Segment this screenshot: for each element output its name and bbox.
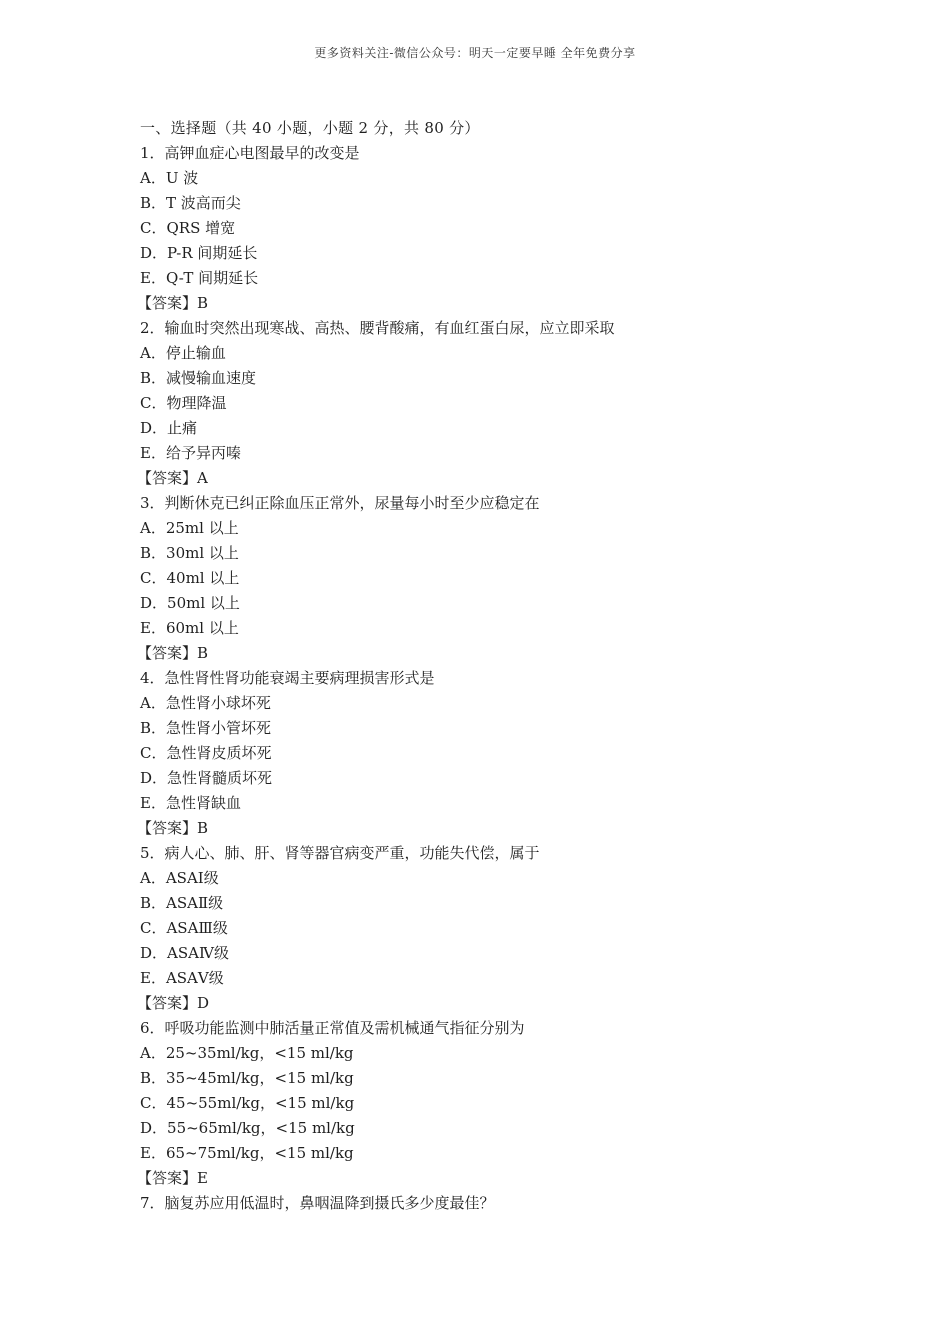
answer-line: 【答案】B — [137, 644, 209, 662]
question-stem: 6．呼吸功能监测中肺活量正常值及需机械通气指征分别为 — [140, 1019, 525, 1037]
option-c: C．40ml 以上 — [140, 569, 240, 587]
answer-line: 【答案】E — [137, 1169, 208, 1187]
option-b: B．急性肾小管坏死 — [140, 719, 272, 737]
option-b: B．35~45ml/kg，<15 ml/kg — [140, 1069, 354, 1087]
question-stem: 3．判断休克已纠正除血压正常外，尿量每小时至少应稳定在 — [140, 494, 540, 512]
option-a: A．25ml 以上 — [140, 519, 239, 537]
option-b: B．减慢输血速度 — [140, 369, 257, 387]
answer-line: 【答案】B — [137, 294, 209, 312]
option-a: A．停止输血 — [140, 344, 226, 362]
question-stem: 7．脑复苏应用低温时，鼻咽温降到摄氏多少度最佳？ — [140, 1194, 495, 1212]
option-e: E．65~75ml/kg，<15 ml/kg — [140, 1144, 354, 1162]
option-c: C．QRS 增宽 — [140, 219, 236, 237]
option-e: E．60ml 以上 — [140, 619, 239, 637]
option-a: A．急性肾小球坏死 — [140, 694, 271, 712]
option-a: A．25~35ml/kg，<15 ml/kg — [140, 1044, 354, 1062]
page-header: 更多资料关注-微信公众号：明天一定要早睡 全年免费分享 — [314, 46, 636, 60]
question-stem: 2．输血时突然出现寒战、高热、腰背酸痛，有血红蛋白尿，应立即采取 — [140, 319, 615, 337]
option-e: E．给予异丙嗪 — [140, 444, 241, 462]
option-e: E．ASAⅤ级 — [140, 969, 224, 987]
question-list — [137, 116, 840, 1216]
answer-line: 【答案】D — [137, 994, 210, 1012]
option-c: C．ASAⅢ级 — [140, 919, 228, 937]
option-c: C．物理降温 — [140, 394, 227, 412]
question-stem: 1．高钾血症心电图最早的改变是 — [140, 144, 360, 162]
option-b: B．ASAⅡ级 — [140, 894, 224, 912]
option-b: B．30ml 以上 — [140, 544, 239, 562]
question-stem: 5．病人心、肺、肝、肾等器官病变严重，功能失代偿，属于 — [140, 844, 540, 862]
option-c: C．45~55ml/kg，<15 ml/kg — [140, 1094, 355, 1112]
option-a: A．U 波 — [140, 169, 199, 187]
option-a: A．ASAⅠ级 — [140, 869, 219, 887]
option-d: D．ASAⅣ级 — [140, 944, 229, 962]
option-d: D．急性肾髓质坏死 — [140, 769, 273, 787]
option-d: D．P-R 间期延长 — [140, 244, 258, 262]
answer-line: 【答案】A — [137, 469, 208, 487]
option-d: D．50ml 以上 — [140, 594, 240, 612]
option-d: D．止痛 — [140, 419, 198, 437]
option-e: E．急性肾缺血 — [140, 794, 241, 812]
option-c: C．急性肾皮质坏死 — [140, 744, 272, 762]
option-d: D．55~65ml/kg，<15 ml/kg — [140, 1119, 355, 1137]
question-stem: 4．急性肾性肾功能衰竭主要病理损害形式是 — [140, 669, 435, 687]
section-title: 一、选择题（共 40 小题，小题 2 分，共 80 分） — [140, 119, 480, 137]
option-e: E．Q-T 间期延长 — [140, 269, 259, 287]
answer-line: 【答案】B — [137, 819, 209, 837]
option-b: B．T 波高而尖 — [140, 194, 241, 212]
